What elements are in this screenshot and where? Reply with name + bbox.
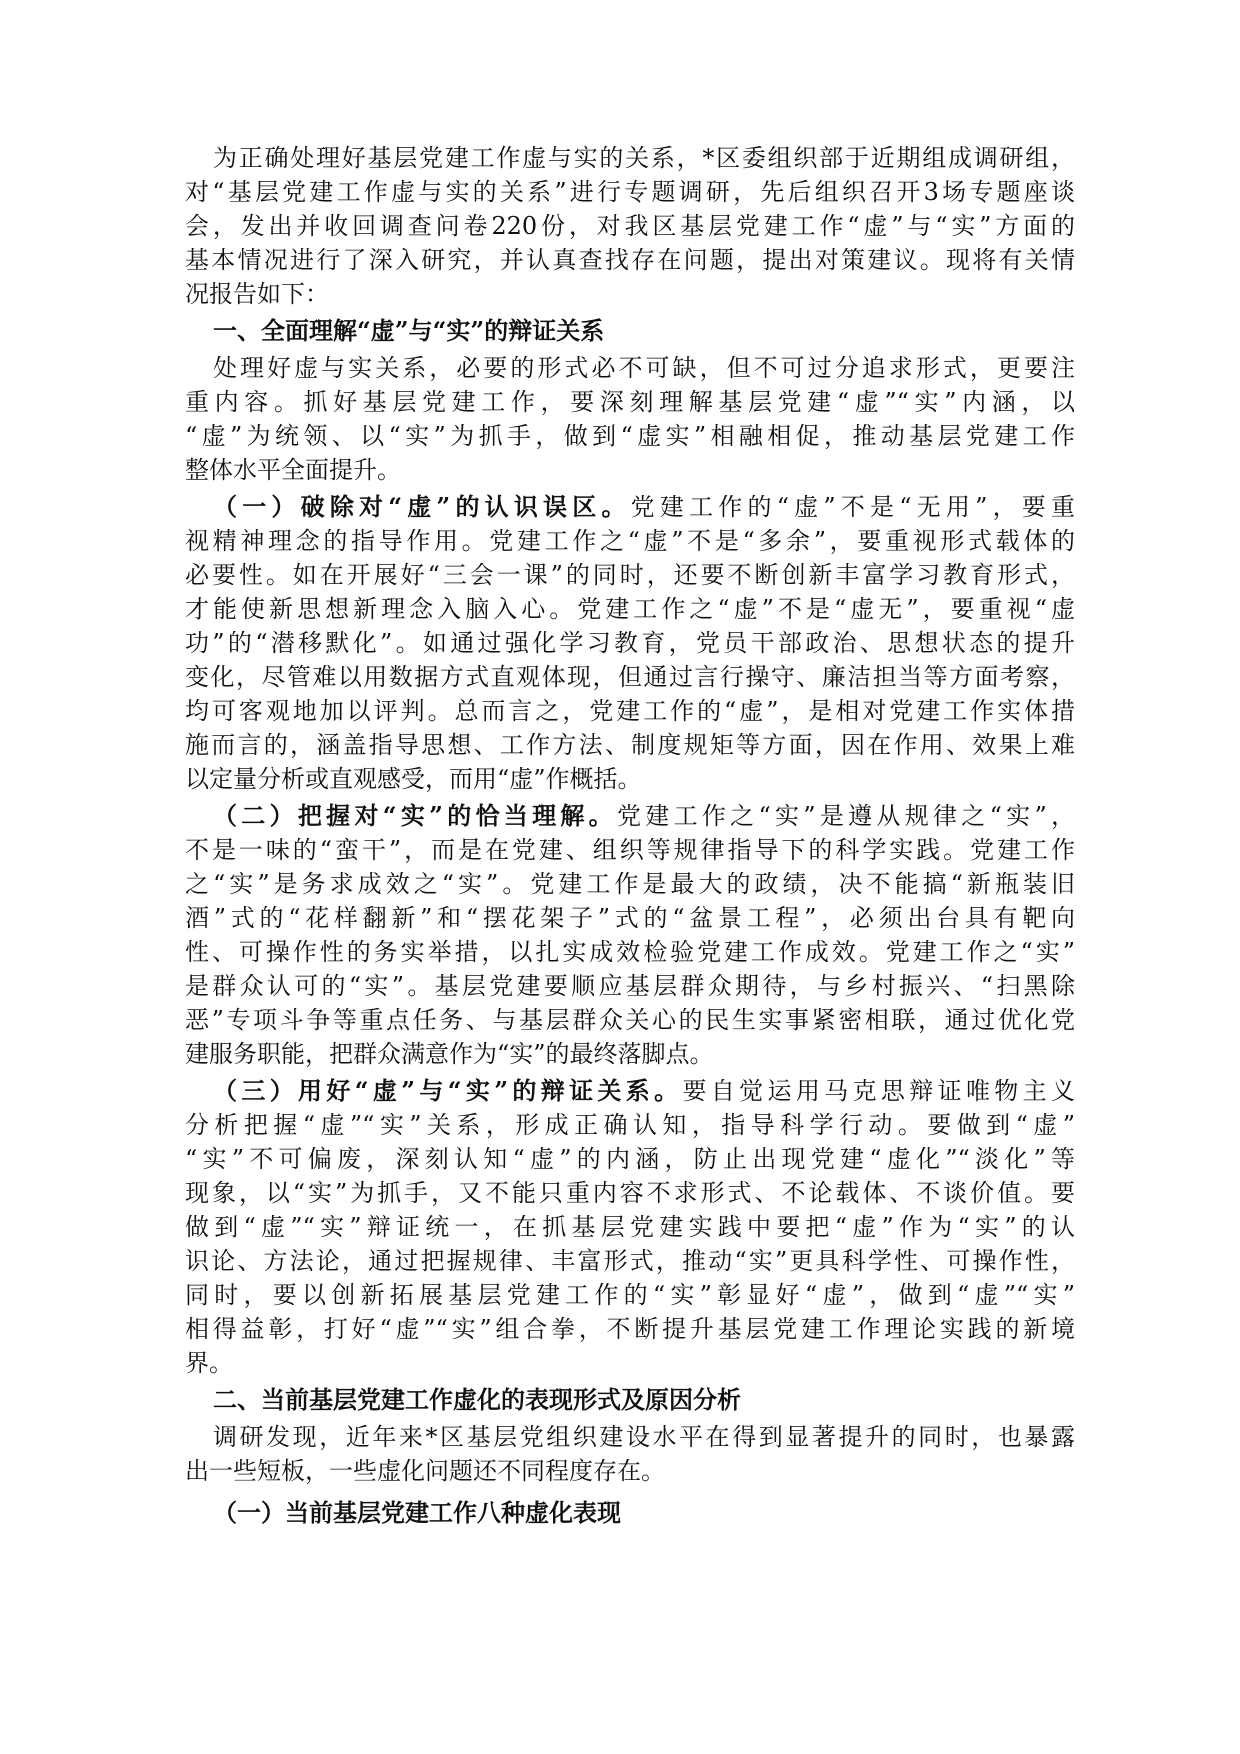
text-line: 均可客观地加以评判。总而言之，党建工作的“虚”，是相对党建工作实体措 bbox=[185, 697, 1075, 725]
text-run: 要自觉运用马克思辩证唯物主义 bbox=[682, 1077, 1076, 1105]
section-heading-1 bbox=[185, 314, 1075, 348]
text-line: 调研发现，近年来*区基层党组织建设水平在得到显著提升的同时，也暴露 bbox=[213, 1423, 1075, 1451]
text-line: 视精神理念的指导作用。党建工作之“虚”不是“多余”，要重视形式载体的 bbox=[185, 527, 1075, 555]
text-line: 建服务职能，把群众满意作为“实”的最终落脚点。 bbox=[185, 1040, 714, 1068]
subsection-lead: （一）破除对“虚”的认识误区。 bbox=[213, 492, 631, 521]
text-line: 会，发出并收回调查问卷220份，对我区基层党建工作“虚”与“实”方面的 bbox=[185, 212, 1075, 240]
text-line: 处理好虚与实关系，必要的形式必不可缺，但不可过分追求形式，更要注 bbox=[213, 354, 1075, 382]
text-line: 出一些短板，一些虚化问题还不同程度存在。 bbox=[185, 1457, 665, 1485]
text-line: 同时，要以创新拓展基层党建工作的“实”彰显好“虚”，做到“虚”“实” bbox=[185, 1281, 1075, 1309]
subsection-lead: （三）用好“虚”与“实”的辩证关系。 bbox=[213, 1076, 683, 1105]
text-line: 施而言的，涵盖指导思想、工作方法、制度规矩等方面，因在作用、效果上难 bbox=[185, 731, 1075, 759]
subsection-3-paragraph bbox=[185, 1074, 1075, 1380]
subsection-lead: （二）把握对“实”的恰当理解。 bbox=[213, 801, 617, 830]
heading-text: 二、当前基层党建工作虚化的表现形式及原因分析 bbox=[213, 1385, 741, 1414]
text-line: 做到“虚”“实”辩证统一，在抓基层党建实践中要把“虚”作为“实”的认 bbox=[185, 1213, 1075, 1241]
subsection-heading bbox=[185, 1496, 1075, 1530]
text-line: 况报告如下： bbox=[185, 280, 329, 308]
text-line: 性、可操作性的务实举措，以扎实成效检验党建工作成效。党建工作之“实” bbox=[185, 938, 1075, 966]
heading-text: （一）当前基层党建工作八种虚化表现 bbox=[213, 1498, 621, 1527]
text-line: 才能使新思想新理念入脑入心。党建工作之“虚”不是“虚无”，要重视“虚 bbox=[185, 595, 1075, 623]
text-line: 功”的“潜移默化”。如通过强化学习教育，党员干部政治、思想状态的提升 bbox=[185, 629, 1075, 657]
heading-text: 一、全面理解“虚”与“实”的辩证关系 bbox=[213, 316, 605, 345]
text-line: 酒”式的“花样翻新”和“摆花架子”式的“盆景工程”，必须出台具有靶向 bbox=[185, 904, 1075, 932]
text-line: “虚”为统领、以“实”为抓手，做到“虚实”相融相促，推动基层党建工作 bbox=[185, 422, 1075, 450]
text-line: 重内容。抓好基层党建工作，要深刻理解基层党建“虚”“实”内涵，以 bbox=[185, 388, 1075, 416]
section2-paragraph bbox=[185, 1420, 1075, 1488]
text-line: 相得益彰，打好“虚”“实”组合拳，不断提升基层党建工作理论实践的新境 bbox=[185, 1315, 1075, 1343]
text-line: 为正确处理好基层党建工作虚与实的关系，*区委组织部于近期组成调研组， bbox=[213, 144, 1075, 172]
text-line: 之“实”是务求成效之“实”。党建工作是最大的政绩，决不能搞“新瓶装旧 bbox=[185, 870, 1075, 898]
text-line: 不是一味的“蛮干”，而是在党建、组织等规律指导下的科学实践。党建工作 bbox=[185, 836, 1075, 864]
text-run: 党建工作之“实”是遵从规律之“实”， bbox=[616, 802, 1076, 830]
intro-paragraph bbox=[185, 141, 1075, 311]
text-line: 分析把握“虚”“实”关系，形成正确认知，指导科学行动。要做到“虚” bbox=[185, 1111, 1075, 1139]
text-line: 以定量分析或直观感受，而用“虚”作概括。 bbox=[185, 765, 642, 793]
text-line: 整体水平全面提升。 bbox=[185, 456, 401, 484]
text-line: 是群众认可的“实”。基层党建要顺应基层群众期待，与乡村振兴、“扫黑除 bbox=[185, 972, 1075, 1000]
text-line: 基本情况进行了深入研究，并认真查找存在问题，提出对策建议。现将有关情 bbox=[185, 246, 1075, 274]
text-line: “实”不可偏废，深刻认知“虚”的内涵，防止出现党建“虚化”“淡化”等 bbox=[185, 1145, 1075, 1173]
text-line bbox=[185, 799, 1075, 833]
text-line bbox=[185, 490, 1075, 524]
subsection-2-paragraph bbox=[185, 799, 1075, 1071]
text-line: 现象，以“实”为抓手，又不能只重内容不求形式、不论载体、不谈价值。要 bbox=[185, 1179, 1075, 1207]
section-heading-2 bbox=[185, 1383, 1075, 1417]
text-line: 变化，尽管难以用数据方式直观体现，但通过言行操守、廉洁担当等方面考察， bbox=[185, 663, 1075, 691]
text-line: 界。 bbox=[185, 1349, 233, 1377]
text-line: 对“基层党建工作虚与实的关系”进行专题调研，先后组织召开3场专题座谈 bbox=[185, 178, 1075, 206]
text-line bbox=[185, 1074, 1075, 1108]
section1-paragraph bbox=[185, 351, 1075, 487]
document-body bbox=[185, 141, 1075, 1533]
subsection-1-paragraph bbox=[185, 490, 1075, 796]
text-line: 恶”专项斗争等重点任务、与基层群众关心的民生实事紧密相联，通过优化党 bbox=[185, 1006, 1075, 1034]
text-run: 党建工作的“虚”不是“无用”，要重 bbox=[630, 493, 1076, 521]
text-line: 必要性。如在开展好“三会一课”的同时，还要不断创新丰富学习教育形式， bbox=[185, 561, 1075, 589]
text-line: 识论、方法论，通过把握规律、丰富形式，推动“实”更具科学性、可操作性， bbox=[185, 1247, 1075, 1275]
